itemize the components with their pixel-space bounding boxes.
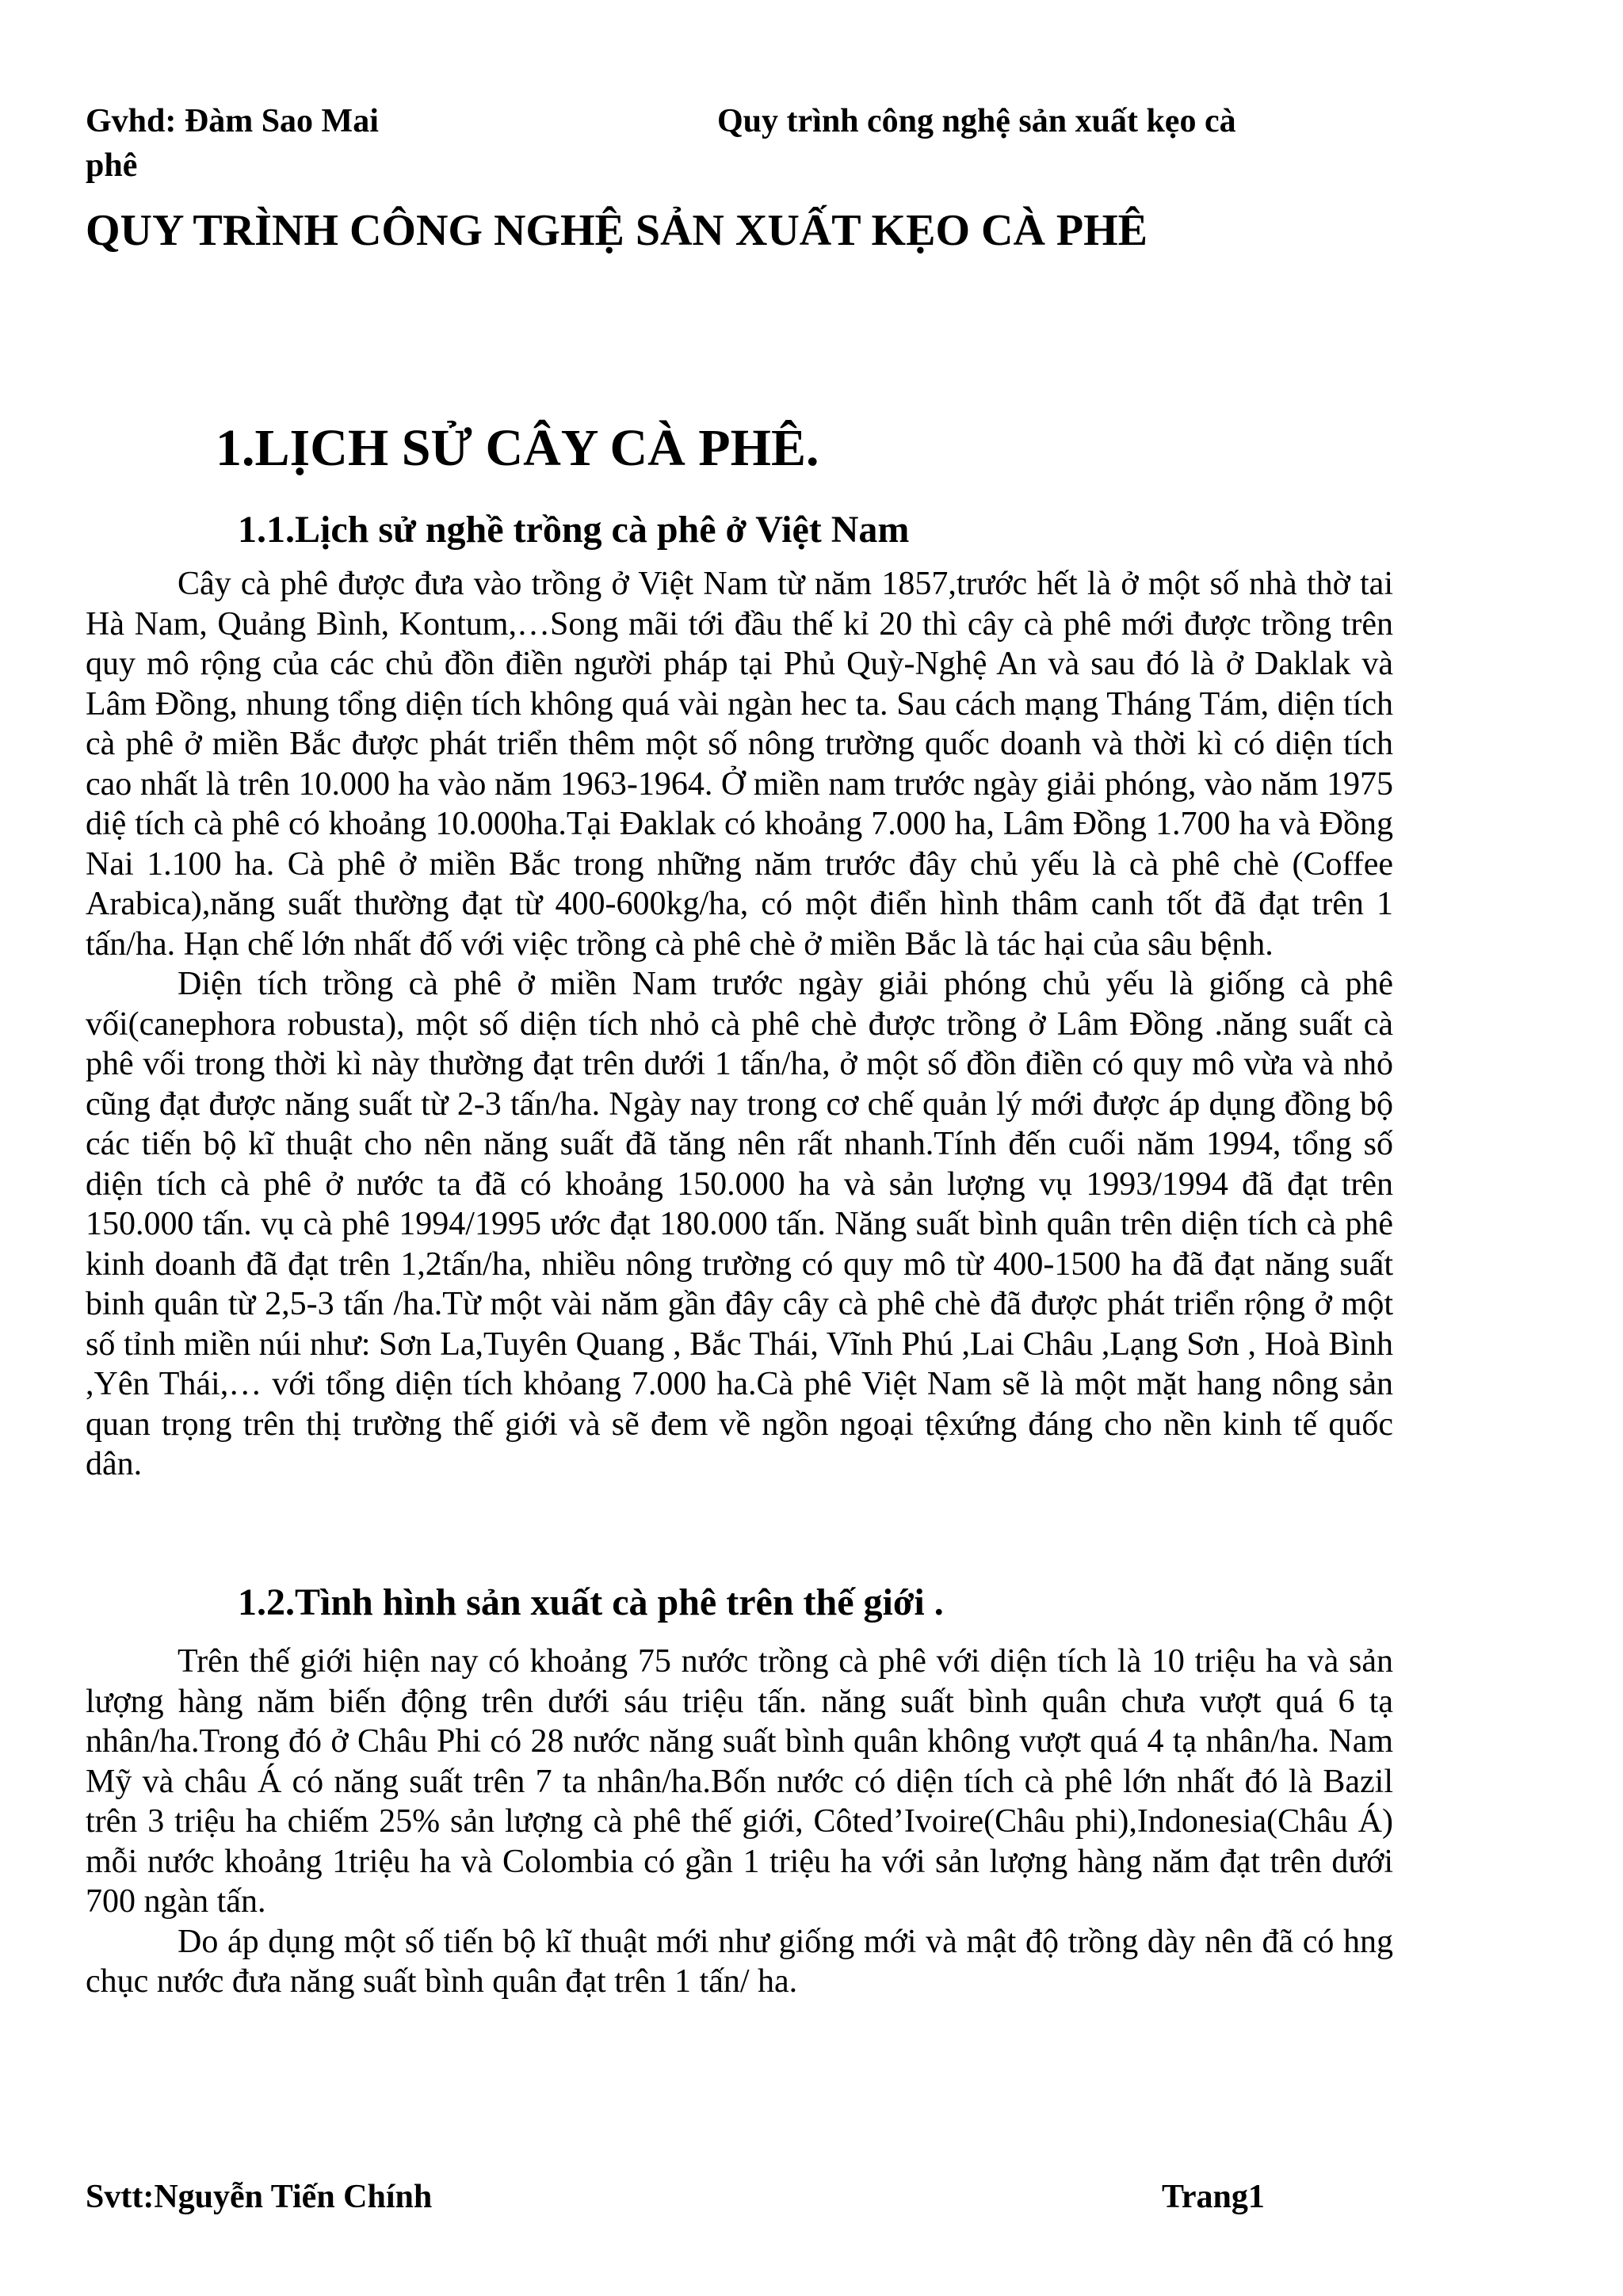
section-1-1-heading: 1.1.Lịch sử nghề trồng cà phê ở Việt Nam xyxy=(238,509,910,551)
paragraph: Trên thế giới hiện nay có khoảng 75 nước trồng cà phê với diện tích là 10 triệu ha và sản lượng hàng năm biến động trên dưới sáu triệu tấn. năng suất bình quân chưa vượt quá 6 tạ nhân/ha.Trong đó ở Châu Phi có 28 nước năng suất bình quân không vượt quá 4 tạ nhân/ha. Nam Mỹ và châu Á có năng suất trên 7 ta nhân/ha.Bốn nước có diện tích cà phê lớn nhất đó là Bazil trên 3 triệu ha chiếm 25% sản lượng cà phê thế giới, Côted’Ivoire(Châu phi),Indonesia(Châu Á) mỗi nước khoảng 1triệu ha và Colombia có gần 1 triệu ha với sản lượng hàng năm đạt trên dưới 700 ngàn tấn. xyxy=(86,1643,1393,1920)
section-1-heading: 1.LỊCH SỬ CÂY CÀ PHÊ. xyxy=(216,419,819,477)
header-running-title-wrap: phê xyxy=(86,147,138,184)
section-1-2-body xyxy=(86,1642,1393,2002)
footer-student: Svtt:Nguyễn Tiến Chính xyxy=(86,2179,433,2215)
header-running-title: Quy trình công nghệ sản xuất kẹo cà xyxy=(717,103,1236,139)
header-instructor: Gvhd: Đàm Sao Mai xyxy=(86,103,379,139)
document-title: QUY TRÌNH CÔNG NGHỆ SẢN XUẤT KẸO CÀ PHÊ xyxy=(86,206,1148,255)
paragraph: Cây cà phê được đưa vào trồng ở Việt Nam từ năm 1857,trước hết là ở một số nhà thờ tai Hà Nam, Quảng Bình, Kontum,…Song mãi tới đầu thế kỉ 20 thì cây cà phê mới được trồng trên quy mô rộng của các chủ đồn điền người pháp tại Phủ Quỳ-Nghệ An và sau đó là ở Daklak và Lâm Đồng, nhung tổng diện tích không quá vài ngàn hec ta. Sau cách mạng Tháng Tám, diện tích cà phê ở miền Bắc được phát triển thêm một số nông trường quốc doanh và thời kì có diện tích cao nhất là trên 10.000 ha vào năm 1963-1964. Ở miền nam trước ngày giải phóng, vào năm 1975 diệ tích cà phê có khoảng 10.000ha.Tại Đaklak có khoảng 7.000 ha, Lâm Đồng 1.700 ha và Đồng Nai 1.100 ha. Cà phê ở miền Bắc trong những năm trước đây chủ yếu là cà phê chè (Coffee Arabica),năng suất thường đạt từ 400-600kg/ha, có một điển hình thâm canh tốt đã đạt trên 1 tấn/ha. Hạn chế lớn nhất đố với việc trồng cà phê chè ở miền Bắc là tác hại của sâu bệnh. xyxy=(86,566,1393,963)
section-1-1-body xyxy=(86,564,1393,1485)
paragraph: Do áp dụng một số tiến bộ kĩ thuật mới như giống mới và mật độ trồng dày nên đã có hng chục nước đưa năng suất bình quân đạt trên 1 tấn/ ha. xyxy=(86,1923,1393,2000)
paragraph: Diện tích trồng cà phê ở miền Nam trước ngày giải phóng chủ yếu là giống cà phê vối(canephora robusta), một số diện tích nhỏ cà phê chè được trồng ở Lâm Đồng .năng suất cà phê vối trong thời kì này thường đạt trên dưới 1 tấn/ha, ở một số đồn điền có quy mô vừa và nhỏ cũng đạt được năng suất từ 2-3 tấn/ha. Ngày nay trong cơ chế quản lý mới được áp dụng đồng bộ các tiến bộ kĩ thuật cho nên năng suất đã tăng nên rất nhanh.Tính đến cuối năm 1994, tổng số diện tích cà phê ở nước ta đã có khoảng 150.000 ha và sản lượng vụ 1993/1994 đã đạt trên 150.000 tấn. vụ cà phê 1994/1995 ước đạt 180.000 tấn. Năng suất bình quân trên diện tích cà phê kinh doanh đã đạt trên 1,2tấn/ha, nhiều nông trường có quy mô từ 400-1500 ha đã đạt năng suất binh quân từ 2,5-3 tấn /ha.Từ một vài năm gần đây cây cà phê chè đã được phát triển rộng ở một số tỉnh miền núi như: Sơn La,Tuyên Quang , Bắc Thái, Vĩnh Phú ,Lai Châu ,Lạng Sơn , Hoà Bình ,Yên Thái,… với tổng diện tích khỏang 7.000 ha.Cà phê Việt Nam sẽ là một mặt hang nông sản quan trọng trên thị trường thế giới và sẽ đem về ngồn ngoại tệxứng đáng cho nền kinh tế quốc dân. xyxy=(86,966,1393,1482)
section-1-2-heading: 1.2.Tình hình sản xuất cà phê trên thế giới . xyxy=(238,1581,944,1623)
footer-page-number: Trang1 xyxy=(1162,2179,1265,2215)
